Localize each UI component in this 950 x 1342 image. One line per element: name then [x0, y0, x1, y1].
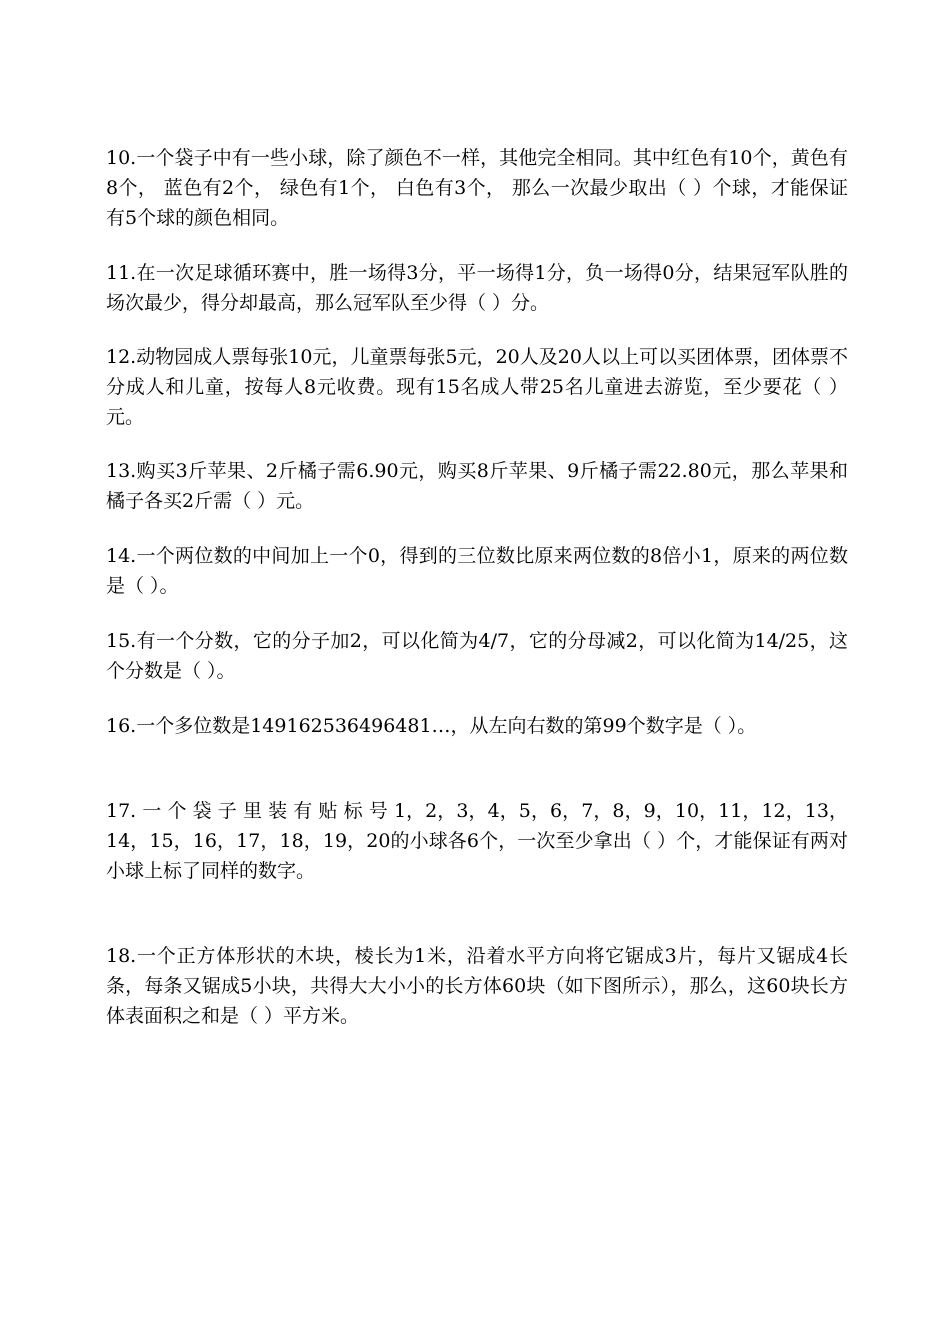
question-10: 10.一个袋子中有一些小球，除了颜色不一样，其他完全相同。其中红色有10个，黄色有8个， 蓝色有2个， 绿色有1个， 白色有3个， 那么一次最少取出（ ）个球，才能保证有5个球的颜色相同。 [106, 147, 848, 229]
question-11: 11.在一次足球循环赛中，胜一场得3分，平一场得1分，负一场得0分，结果冠军队胜的场次最少，得分却最高，那么冠军队至少得（ ）分。 [106, 262, 848, 314]
question-18: 18.一个正方体形状的木块，棱长为1米，沿着水平方向将它锯成3片，每片又锯成4长条，每条又锯成5小块，共得大大小小的长方体60块（如下图所示），那么，这60块长方体表面积之和是（ ）平方米。 [106, 945, 848, 1027]
question-16: 16.一个多位数是149162536496481…，从左向右数的第99个数字是（ ）。 [106, 715, 757, 737]
question-13: 13.购买3斤苹果、2斤橘子需6.90元，购买8斤苹果、9斤橘子需22.80元，那么苹果和橘子各买2斤需（ ）元。 [106, 460, 848, 512]
question-12: 12.动物园成人票每张10元，儿童票每张5元，20人及20人以上可以买团体票，团体票不分成人和儿童，按每人8元收费。现有15名成人带25名儿童进去游览，至少要花（ ）元。 [106, 346, 848, 428]
question-15: 15.有一个分数，它的分子加2，可以化简为4/7，它的分母减2，可以化简为14/25，这个分数是（ ）。 [106, 630, 848, 682]
question-17: 17. 一 个 袋 子 里 装 有 贴 标 号 1，2，3，4，5，6，7，8，9，10，11，12，13，14，15，16，17，18，19，20的小球各6个，一次至少拿出（ ）个，才能保证有两对小球上标了同样的数字。 [106, 800, 848, 882]
question-14: 14.一个两位数的中间加上一个0，得到的三位数比原来两位数的8倍小1，原来的两位数是（ ）。 [106, 545, 848, 597]
